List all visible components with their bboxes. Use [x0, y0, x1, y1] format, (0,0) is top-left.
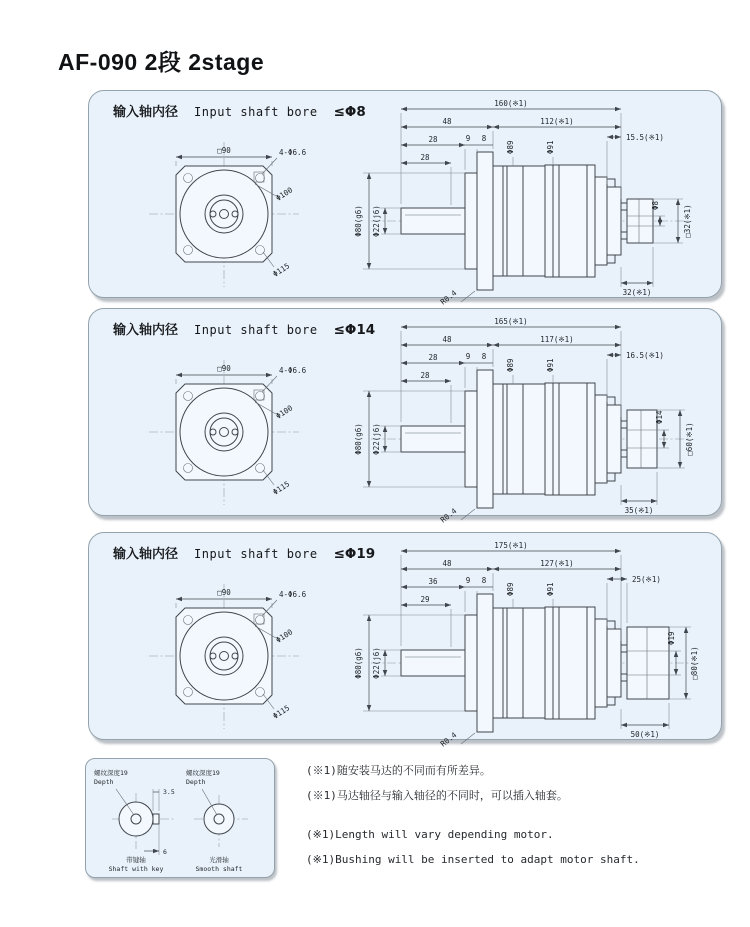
panel-header-cn: 输入轴内径 — [113, 105, 179, 120]
dim-a: 28 — [428, 135, 438, 144]
label-motor-flange: □80(※1) — [690, 646, 699, 680]
dim-key-width: 6 — [163, 848, 167, 856]
leader-line — [262, 376, 277, 392]
dim-a: 36 — [428, 577, 438, 586]
output-shaft — [401, 426, 465, 452]
label-dia-89: Φ89 — [506, 582, 515, 596]
label-dia-91: Φ91 — [546, 582, 555, 596]
panel-header-en: Input shaft bore — [194, 547, 318, 561]
dim-shaft-length: 48 — [442, 559, 452, 568]
output-shaft — [401, 650, 465, 676]
front-view-drawing — [119, 117, 344, 302]
center-hole — [220, 652, 229, 661]
bolt-tab — [607, 397, 615, 405]
panel-header-bore-limit: ≤Φ19 — [333, 546, 376, 562]
label-dia-shaft: Φ22(j6) — [372, 205, 381, 237]
panel-input-bore-19 — [88, 532, 722, 749]
caption-key-shaft-cn: 带键轴 — [126, 856, 146, 864]
bolt-tab — [607, 179, 615, 187]
output-shaft — [401, 208, 465, 234]
dim-square-flange: □90 — [217, 146, 231, 155]
leader-line — [262, 158, 277, 174]
step-ring — [595, 395, 607, 483]
label-dia-pilot: Φ80(g6) — [354, 647, 363, 679]
label-dia-115: Φ115 — [271, 479, 292, 497]
bolt-head — [621, 450, 627, 457]
dim-shaft-length: 48 — [442, 335, 452, 344]
gear-body-front — [493, 384, 545, 494]
bolt-tab — [607, 473, 615, 481]
dim-total-length: 160(※1) — [494, 99, 528, 108]
motor-boss — [627, 199, 653, 243]
bolt-tab — [607, 621, 615, 629]
panel-header-cn: 输入轴内径 — [113, 547, 179, 562]
label-dia-115: Φ115 — [271, 261, 292, 279]
label-fillet: R0.4 — [438, 288, 459, 307]
depth-note-en: Depth — [186, 778, 206, 786]
label-bore-dia: Φ8 — [651, 200, 660, 210]
shaft-detail-box — [85, 758, 275, 878]
note-cn-1: (※1)随安装马达的不同而有所差异。 — [306, 764, 491, 777]
gear-body-front — [493, 608, 545, 718]
pilot-boss — [465, 391, 477, 487]
front-view-drawing — [119, 335, 344, 520]
panel-input-bore-14 — [88, 308, 722, 525]
motor-adapter — [607, 187, 621, 255]
note-cn-2: (※1)马达轴径与输入轴径的不同时，可以插入轴套。 — [306, 789, 568, 802]
center-hole — [220, 210, 229, 219]
dim-c: 8 — [481, 134, 487, 143]
label-motor-flange: □60(※1) — [685, 422, 694, 456]
panel-header-en: Input shaft bore — [194, 323, 318, 337]
gear-body-front — [493, 166, 545, 276]
panel-header-bore-limit: ≤Φ8 — [333, 104, 366, 120]
label-dia-115: Φ115 — [271, 703, 292, 721]
dim-boss-length: 50(※1) — [630, 730, 660, 739]
shaft-detail-drawing — [86, 759, 274, 877]
label-dia-pilot: Φ80(g6) — [354, 423, 363, 455]
dim-d: 28 — [420, 371, 430, 380]
label-corner-holes: 4-Φ6.6 — [279, 590, 307, 599]
panel-header-en: Input shaft bore — [194, 105, 318, 119]
flange-disc — [477, 370, 493, 508]
label-fillet: R0.4 — [438, 730, 459, 749]
dim-boss-length: 35(※1) — [624, 506, 654, 515]
label-corner-holes: 4-Φ6.6 — [279, 366, 307, 375]
label-motor-flange: □32(※1) — [683, 204, 692, 238]
leader-line — [461, 291, 475, 302]
dim-total-length: 175(※1) — [494, 541, 528, 550]
dim-d: 29 — [420, 595, 430, 604]
bolt-tab — [607, 697, 615, 705]
shaft-section-keyed — [119, 802, 153, 836]
dim-a: 28 — [428, 353, 438, 362]
panel-input-bore-8 — [88, 90, 722, 307]
dim-b: 9 — [465, 576, 471, 585]
dim-body-length: 117(※1) — [540, 335, 574, 344]
dim-square-flange: □90 — [217, 588, 231, 597]
page-title: AF-090 2段 2stage — [58, 49, 265, 75]
label-dia-91: Φ91 — [546, 140, 555, 154]
depth-note-cn: 螺纹深度19 — [186, 769, 220, 777]
dim-adapter-length: 25(※1) — [632, 575, 661, 584]
dim-body-length: 112(※1) — [540, 117, 574, 126]
dim-body-length: 127(※1) — [540, 559, 574, 568]
side-view-drawing — [347, 309, 699, 525]
motor-boss — [627, 627, 669, 699]
label-dia-shaft: Φ22(j6) — [372, 647, 381, 679]
flange-disc — [477, 152, 493, 290]
label-dia-89: Φ89 — [506, 140, 515, 154]
bolt-tab — [607, 255, 615, 263]
label-dia-91: Φ91 — [546, 358, 555, 372]
note-en-2: (※1)Bushing will be inserted to adapt motor shaft. — [306, 853, 640, 866]
caption-smooth-shaft-en: Smooth shaft — [195, 865, 243, 873]
depth-note-en: Depth — [94, 778, 114, 786]
bolt-head — [621, 674, 627, 681]
front-view-drawing — [119, 559, 344, 744]
center-hole — [220, 428, 229, 437]
panel-header-bore-limit: ≤Φ14 — [333, 322, 376, 338]
dim-key-offset: 3.5 — [163, 788, 175, 796]
label-dia-shaft: Φ22(j6) — [372, 423, 381, 455]
dim-adapter-length: 15.5(※1) — [626, 133, 664, 142]
step-ring — [595, 177, 607, 265]
caption-key-shaft-en: Shaft with key — [108, 865, 164, 873]
label-dia-100: Φ100 — [274, 403, 295, 421]
dim-adapter-length: 16.5(※1) — [626, 351, 664, 360]
side-view-drawing — [347, 533, 699, 749]
dim-b: 9 — [465, 352, 471, 361]
label-bore-dia: Φ14 — [655, 410, 664, 424]
dim-d: 28 — [420, 153, 430, 162]
dim-c: 8 — [481, 352, 487, 361]
side-view-drawing — [347, 91, 699, 307]
motor-boss — [627, 410, 657, 468]
bolt-head — [621, 421, 627, 428]
pilot-boss — [465, 173, 477, 269]
label-dia-89: Φ89 — [506, 358, 515, 372]
depth-note-cn: 螺纹深度19 — [94, 769, 128, 777]
leader-line — [461, 733, 475, 744]
note-en-1: (※1)Length will vary depending motor. — [306, 828, 554, 841]
flange-disc — [477, 594, 493, 732]
bolt-head — [621, 203, 627, 210]
label-dia-100: Φ100 — [274, 185, 295, 203]
bolt-head — [621, 232, 627, 239]
panel-header-cn: 输入轴内径 — [113, 323, 179, 338]
dim-b: 9 — [465, 134, 471, 143]
leader-line — [461, 509, 475, 520]
key — [153, 814, 159, 824]
shaft-section-smooth — [204, 804, 234, 834]
label-bore-dia: Φ19 — [667, 631, 676, 645]
label-dia-100: Φ100 — [274, 627, 295, 645]
label-fillet: R0.4 — [438, 506, 459, 525]
dim-boss-length: 32(※1) — [622, 288, 652, 297]
dim-shaft-length: 48 — [442, 117, 452, 126]
motor-adapter — [607, 629, 621, 697]
label-dia-pilot: Φ80(g6) — [354, 205, 363, 237]
motor-adapter — [607, 405, 621, 473]
dim-total-length: 165(※1) — [494, 317, 528, 326]
label-corner-holes: 4-Φ6.6 — [279, 148, 307, 157]
step-ring — [595, 619, 607, 707]
dim-c: 8 — [481, 576, 487, 585]
footnotes — [306, 756, 742, 876]
dim-square-flange: □90 — [217, 364, 231, 373]
bolt-head — [621, 645, 627, 652]
caption-smooth-shaft-cn: 光滑轴 — [209, 856, 229, 864]
pilot-boss — [465, 615, 477, 711]
leader-line — [262, 600, 277, 616]
